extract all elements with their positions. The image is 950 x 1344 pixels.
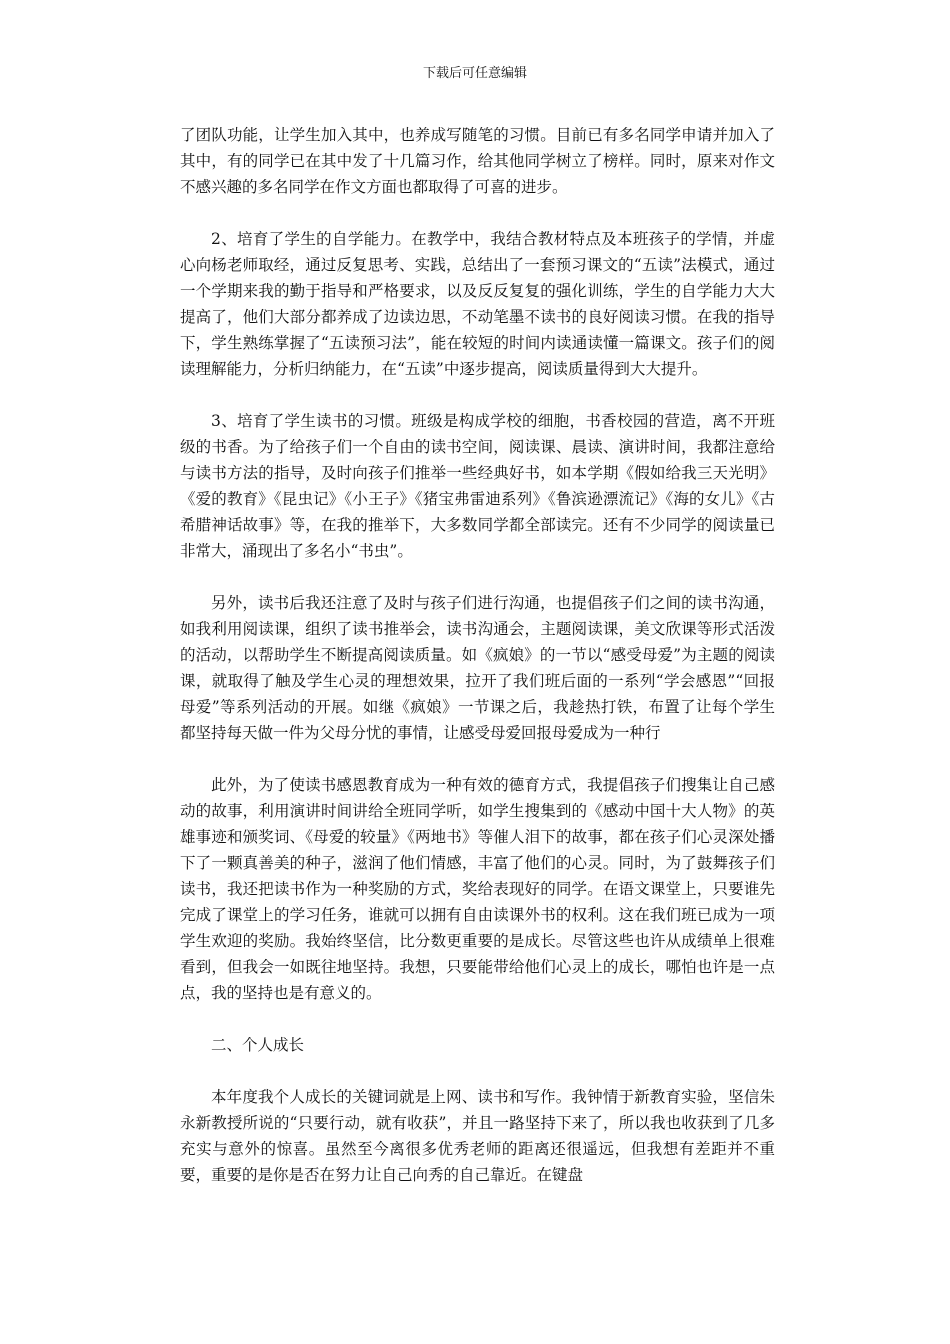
paragraph-reading-communication: 另外，读书后我还注意了及时与孩子们进行沟通，也提倡孩子们之间的读书沟通，如我利用阅读课，组织了读书推举会，读书沟通会，主题阅读课，美文欣课等形式活泼的活动，以帮助学生不断提高阅读质量。如《疯娘》的一节以“感受母爱”为主题的阅读课，就取得了触及学生心灵的理想效果，拉开了我们班后面的一系列“学会感恩”“回报母爱”等系列活动的开展。如继《疯娘》一节课之后，我趁热打铁，布置了让每个学生都坚持每天做一件为父母分忧的事情，让感受母爱回报母爱成为一种行 bbox=[180, 594, 775, 742]
paragraph-self-study: 2、培育了学生的自学能力。在教学中，我结合教材特点及本班孩子的学情，并虚心向杨老师取经，通过反复思考、实践，总结出了一套预习课文的“五读”法模式，通过一个学期来我的勤于指导和严格要求，以及反反复复的强化训练，学生的自学能力大大提高了，他们大部分都养成了边读边思，不动笔墨不读书的良好阅读习惯。在我的指导下，学生熟练掌握了“五读预习法”，能在较短的时间内读通读懂一篇课文。孩子们的阅读理解能力，分析归纳能力，在“五读”中逐步提高，阅读质量得到大大提升。 bbox=[180, 230, 775, 378]
document-body bbox=[180, 122, 775, 1188]
section-heading-personal-growth: 二、个人成长 bbox=[211, 1036, 305, 1054]
paragraph-reading-habit: 3、培育了学生读书的习惯。班级是构成学校的细胞，书香校园的营造，离不开班级的书香。为了给孩子们一个自由的读书空间，阅读课、晨读、演讲时间，我都注意给与读书方法的指导，及时向孩子们推举一些经典好书，如本学期《假如给我三天光明》《爱的教育》《昆虫记》《小王子》《猪宝弗雷迪系列》《鲁滨逊漂流记》《海的女儿》《古希腊神话故事》等，在我的推举下，大多数同学都全部读完。还有不少同学的阅读量已非常大，涌现出了多名小“书虫”。 bbox=[180, 412, 775, 560]
paragraph-personal-growth: 本年度我个人成长的关键词就是上网、读书和写作。我钟情于新教育实验，坚信朱永新教授所说的“只要行动，就有收获”，并且一路坚持下来了，所以我也收获到了几多充实与意外的惊喜。虽然至今离很多优秀老师的距离还很遥远，但我想有差距并不重要，重要的是你是否在努力让自己向秀的自己靠近。在键盘 bbox=[180, 1088, 775, 1184]
paragraph-gratitude-education: 此外，为了使读书感恩教育成为一种有效的德育方式，我提倡孩子们搜集让自己感动的故事，利用演讲时间讲给全班同学听，如学生搜集到的《感动中国十大人物》的英雄事迹和颁奖词、《母爱的较量》《两地书》等催人泪下的故事，都在孩子们心灵深处播下了一颗真善美的种子，滋润了他们情感，丰富了他们的心灵。同时，为了鼓舞孩子们读书，我还把读书作为一种奖励的方式，奖给表现好的同学。在语文课堂上，只要谁先完成了课堂上的学习任务，谁就可以拥有自由读课外书的权利。这在我们班已成为一项学生欢迎的奖励。我始终坚信，比分数更重要的是成长。尽管这些也许从成绩单上很难看到，但我会一如既往地坚持。我想，只要能带给他们心灵上的成长，哪怕也许是一点点，我的坚持也是有意义的。 bbox=[180, 776, 775, 1002]
page-header: 下载后可任意编辑 bbox=[422, 66, 527, 81]
paragraph-team-writing: 了团队功能，让学生加入其中，也养成写随笔的习惯。目前已有多名同学申请并加入了其中，有的同学已在其中发了十几篇习作，给其他同学树立了榜样。同时，原来对作文不感兴趣的多名同学在作文方面也都取得了可喜的进步。 bbox=[180, 126, 775, 196]
